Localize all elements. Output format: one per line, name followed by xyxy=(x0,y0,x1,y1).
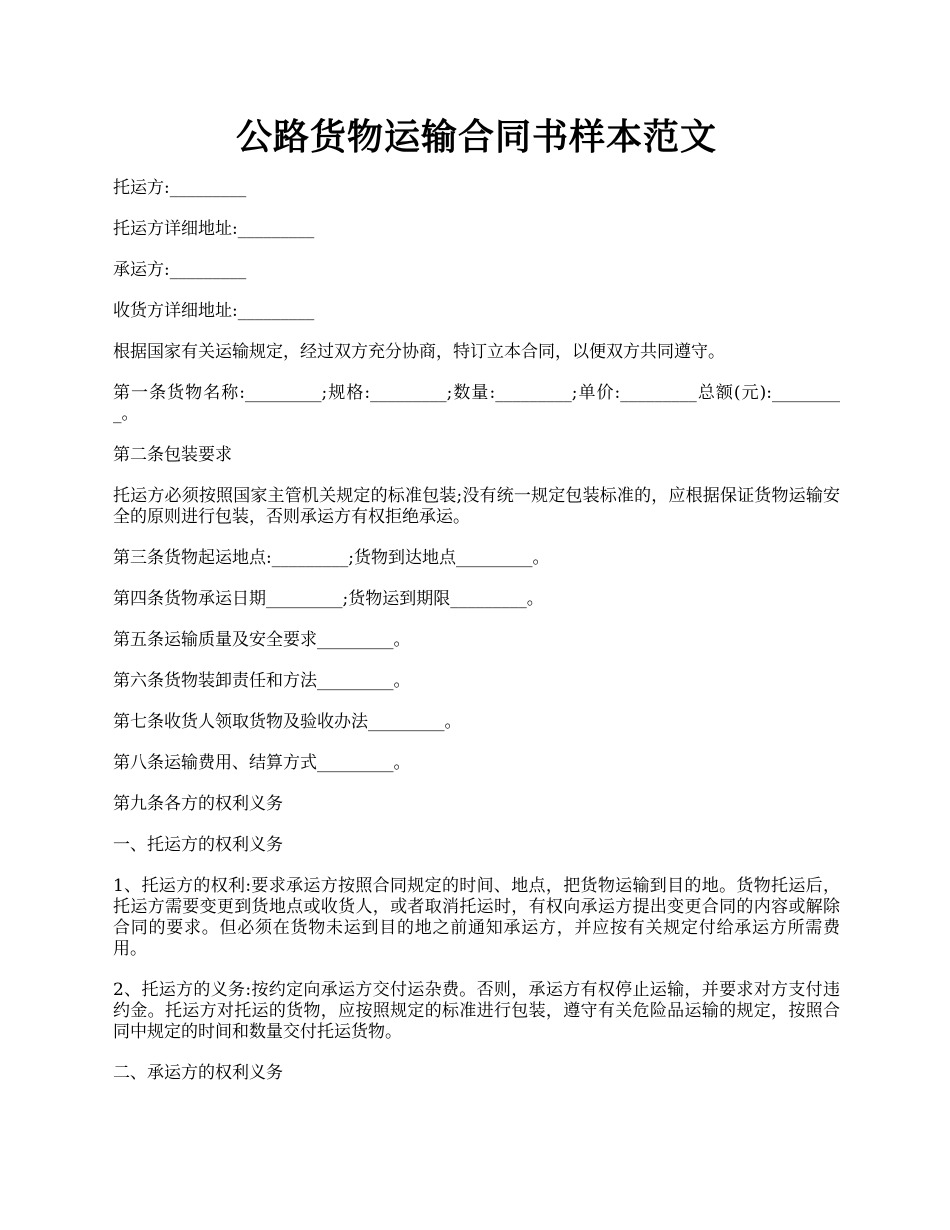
article-4: 第四条货物承运日期_________;货物运到期限_________。 xyxy=(113,589,544,609)
shipper-field: 托运方:_________ xyxy=(113,178,247,198)
article-2-heading: 第二条包装要求 xyxy=(113,445,232,465)
document-page xyxy=(113,112,840,1104)
article-1: 第一条货物名称:_________;规格:_________;数量:_________;单价:_________总额(元):_________。 xyxy=(113,383,840,424)
consignee-address-field: 收货方详细地址:_________ xyxy=(113,301,315,321)
article-9-heading: 第九条各方的权利义务 xyxy=(113,794,283,814)
preamble-paragraph: 根据国家有关运输规定，经过双方充分协商，特订立本合同，以便双方共同遵守。 xyxy=(113,342,725,362)
article-7: 第七条收货人领取货物及验收办法_________。 xyxy=(113,712,462,732)
article-3: 第三条货物起运地点:_________;货物到达地点_________。 xyxy=(113,548,550,568)
article-5: 第五条运输质量及安全要求_________。 xyxy=(113,630,411,650)
carrier-field: 承运方:_________ xyxy=(113,260,247,280)
document-title: 公路货物运输合同书样本范文 xyxy=(235,116,717,158)
section-carrier-rights-heading: 二、承运方的权利义务 xyxy=(113,1063,283,1083)
shipper-address-field: 托运方详细地址:_________ xyxy=(113,219,315,239)
shipper-obligations-paragraph: 2、托运方的义务:按约定向承运方交付运杂费。否则，承运方有权停止运输，并要求对方支付违约金。托运方对托运的货物，应按照规定的标准进行包装，遵守有关危险品运输的规定，按照合同中规定的时间和数量交付托运货物。 xyxy=(113,980,840,1042)
article-8: 第八条运输费用、结算方式_________。 xyxy=(113,753,411,773)
article-2-body: 托运方必须按照国家主管机关规定的标准包装;没有统一规定包装标准的，应根据保证货物运输安全的原则进行包装，否则承运方有权拒绝承运。 xyxy=(113,486,840,527)
article-6: 第六条货物装卸责任和方法_________。 xyxy=(113,671,411,691)
section-shipper-rights-heading: 一、托运方的权利义务 xyxy=(113,835,283,855)
shipper-rights-paragraph: 1、托运方的权利:要求承运方按照合同规定的时间、地点，把货物运输到目的地。货物托运后，托运方需要变更到货地点或收货人，或者取消托运时，有权向承运方提出变更合同的内容或解除合同的要求。但必须在货物未运到目的地之前通知承运方，并应按有关规定付给承运方所需费用。 xyxy=(113,876,840,959)
